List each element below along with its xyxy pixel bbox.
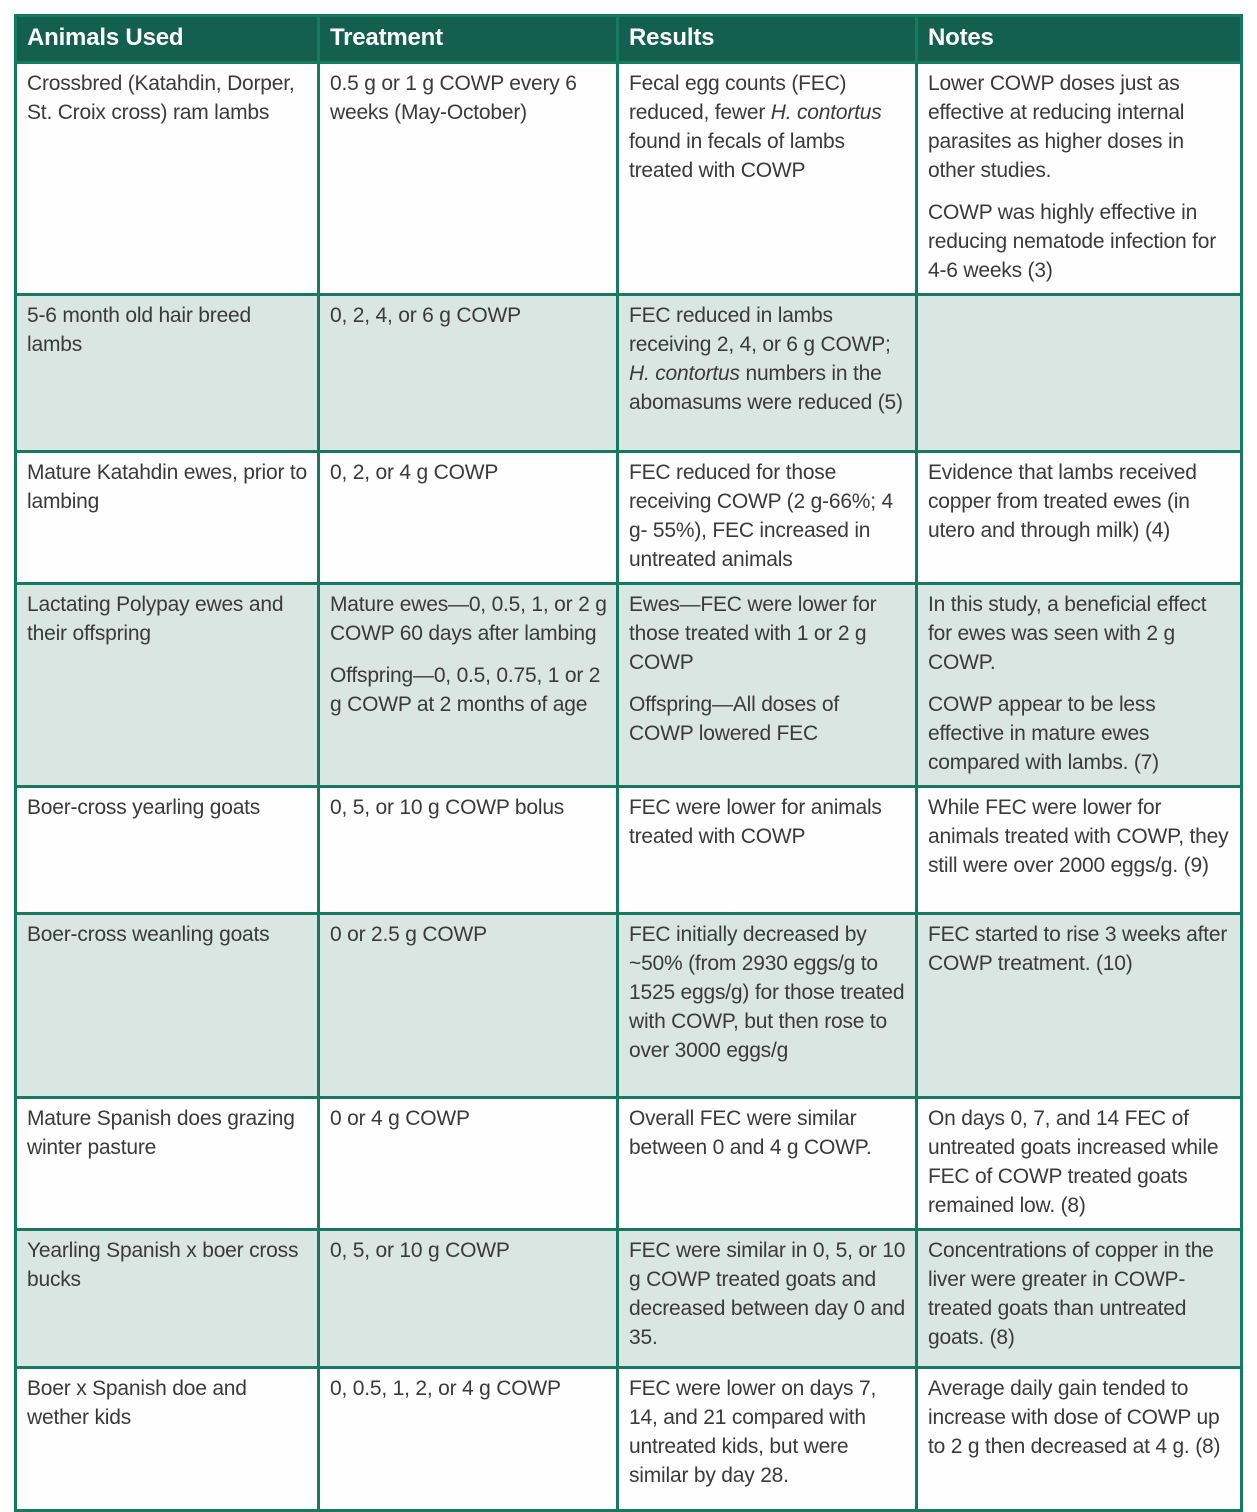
cell-paragraph: 0, 2, or 4 g COWP <box>330 461 499 484</box>
table-row <box>17 788 1240 912</box>
table-row <box>17 1369 1240 1509</box>
animals-cell <box>17 788 317 912</box>
notes-cell <box>918 453 1240 582</box>
table-row <box>17 585 1240 785</box>
animals-cell <box>17 915 317 1096</box>
cell-paragraph: Yearling Spanish x boer cross bucks <box>27 1239 299 1291</box>
treatment-cell <box>320 64 616 293</box>
cowp-studies-table <box>14 14 1243 1512</box>
table-row <box>17 453 1240 582</box>
column-header-treatment: Treatment <box>320 17 616 61</box>
cell-paragraph: FEC started to rise 3 weeks after COWP treatment. (10) <box>928 923 1228 975</box>
table-row <box>17 1231 1240 1366</box>
results-cell <box>619 296 915 450</box>
text-segment: found in fecals of lambs treated with COWP <box>629 130 845 182</box>
column-header-notes: Notes <box>918 17 1240 61</box>
table-row <box>17 64 1240 293</box>
animals-cell <box>17 1369 317 1509</box>
text-segment: FEC reduced in lambs receiving 2, 4, or 6 g COWP; <box>629 304 891 356</box>
animals-cell <box>17 1231 317 1366</box>
cell-paragraph: Lactating Polypay ewes and their offspring <box>27 593 284 645</box>
animals-cell <box>17 453 317 582</box>
cell-paragraph: While FEC were lower for animals treated with COWP, they still were over 2000 eggs/g. (9) <box>928 796 1229 877</box>
column-header-results: Results <box>619 17 915 61</box>
cell-paragraph: 0 or 2.5 g COWP <box>330 923 487 946</box>
results-cell <box>619 453 915 582</box>
cell-paragraph: On days 0, 7, and 14 FEC of untreated goats increased while FEC of COWP treated goats remained low. (8) <box>928 1107 1219 1217</box>
treatment-cell <box>320 915 616 1096</box>
cell-paragraph: Boer-cross weanling goats <box>27 923 270 946</box>
cell-paragraph: 0, 5, or 10 g COWP <box>330 1239 510 1262</box>
italic-species-name: H. contortus <box>629 362 740 385</box>
animals-cell <box>17 1099 317 1228</box>
cell-paragraph: FEC reduced for those receiving COWP (2 g-66%; 4 g- 55%), FEC increased in untreated animals <box>629 461 894 571</box>
cell-paragraph: 5-6 month old hair breed lambs <box>27 304 252 356</box>
notes-cell <box>918 915 1240 1096</box>
results-cell <box>619 64 915 293</box>
treatment-cell <box>320 453 616 582</box>
table-row <box>17 296 1240 450</box>
cell-paragraph: Offspring—All doses of COWP lowered FEC <box>629 693 839 745</box>
cell-paragraph: In this study, a beneficial effect for ewes was seen with 2 g COWP. <box>928 593 1207 674</box>
cell-paragraph: Mature ewes—0, 0.5, 1, or 2 g COWP 60 days after lambing <box>330 593 607 645</box>
cell-paragraph: FEC were lower on days 7, 14, and 21 compared with untreated kids, but were similar by day 28. <box>629 1377 877 1487</box>
animals-cell <box>17 585 317 785</box>
results-cell <box>619 915 915 1096</box>
italic-species-name: H. contortus <box>770 101 882 124</box>
notes-cell <box>918 64 1240 293</box>
notes-cell <box>918 585 1240 785</box>
table-row <box>17 915 1240 1096</box>
text-segment: Fecal egg counts (FEC) reduced, fewer <box>629 72 847 124</box>
treatment-cell <box>320 1099 616 1228</box>
cell-paragraph: Boer x Spanish doe and wether kids <box>27 1377 247 1429</box>
results-cell <box>619 1369 915 1509</box>
results-cell <box>619 585 915 785</box>
cell-paragraph: Average daily gain tended to increase with dose of COWP up to 2 g then decreased at 4 g. (8) <box>928 1377 1221 1458</box>
cell-paragraph: Mature Katahdin ewes, prior to lambing <box>27 461 307 513</box>
cell-paragraph: 0, 5, or 10 g COWP bolus <box>330 796 565 819</box>
cell-paragraph: Crossbred (Katahdin, Dorper, St. Croix cross) ram lambs <box>27 72 295 124</box>
cell-paragraph: COWP was highly effective in reducing nematode infection for 4-6 weeks (3) <box>928 201 1216 282</box>
treatment-cell <box>320 788 616 912</box>
cell-paragraph: Mature Spanish does grazing winter pasture <box>27 1107 295 1159</box>
text-segment: numbers in the abomasums were reduced (5) <box>629 362 903 414</box>
treatment-cell <box>320 296 616 450</box>
cell-paragraph: FEC were lower for animals treated with COWP <box>629 796 882 848</box>
cell-paragraph: Boer-cross yearling goats <box>27 796 261 819</box>
treatment-cell <box>320 1231 616 1366</box>
results-cell <box>619 788 915 912</box>
cell-paragraph <box>629 301 906 417</box>
cell-paragraph: Concentrations of copper in the liver were greater in COWP-treated goats than untreated goats. (8) <box>928 1239 1214 1349</box>
cell-paragraph: Lower COWP doses just as effective at reducing internal parasites as higher doses in other studies. <box>928 72 1185 182</box>
notes-cell-empty <box>918 296 1240 450</box>
cell-paragraph <box>629 69 906 185</box>
notes-cell <box>918 1099 1240 1228</box>
results-cell <box>619 1099 915 1228</box>
notes-cell <box>918 788 1240 912</box>
cell-paragraph: 0, 0.5, 1, 2, or 4 g COWP <box>330 1377 561 1400</box>
cell-paragraph: FEC were similar in 0, 5, or 10 g COWP treated goats and decreased between day 0 and 35. <box>629 1239 906 1349</box>
table-row <box>17 1099 1240 1228</box>
treatment-cell <box>320 585 616 785</box>
cell-paragraph: 0 or 4 g COWP <box>330 1107 470 1130</box>
cell-paragraph: Evidence that lambs received copper from treated ewes (in utero and through milk) (4) <box>928 461 1197 542</box>
notes-cell <box>918 1231 1240 1366</box>
cell-paragraph: FEC initially decreased by ~50% (from 2930 eggs/g to 1525 eggs/g) for those treated with COWP, but then rose to over 3000 eggs/g <box>629 923 905 1062</box>
table-header-row <box>17 17 1240 61</box>
cell-paragraph: Offspring—0, 0.5, 0.75, 1 or 2 g COWP at 2 months of age <box>330 664 601 716</box>
cell-paragraph: COWP appear to be less effective in mature ewes compared with lambs. (7) <box>928 693 1159 774</box>
cell-paragraph: Overall FEC were similar between 0 and 4 g COWP. <box>629 1107 872 1159</box>
animals-cell <box>17 64 317 293</box>
notes-cell <box>918 1369 1240 1509</box>
results-cell <box>619 1231 915 1366</box>
column-header-animals: Animals Used <box>17 17 317 61</box>
treatment-cell <box>320 1369 616 1509</box>
cell-paragraph: 0, 2, 4, or 6 g COWP <box>330 304 521 327</box>
cell-paragraph: 0.5 g or 1 g COWP every 6 weeks (May-October) <box>330 72 577 124</box>
animals-cell <box>17 296 317 450</box>
cell-paragraph: Ewes—FEC were lower for those treated with 1 or 2 g COWP <box>629 593 877 674</box>
